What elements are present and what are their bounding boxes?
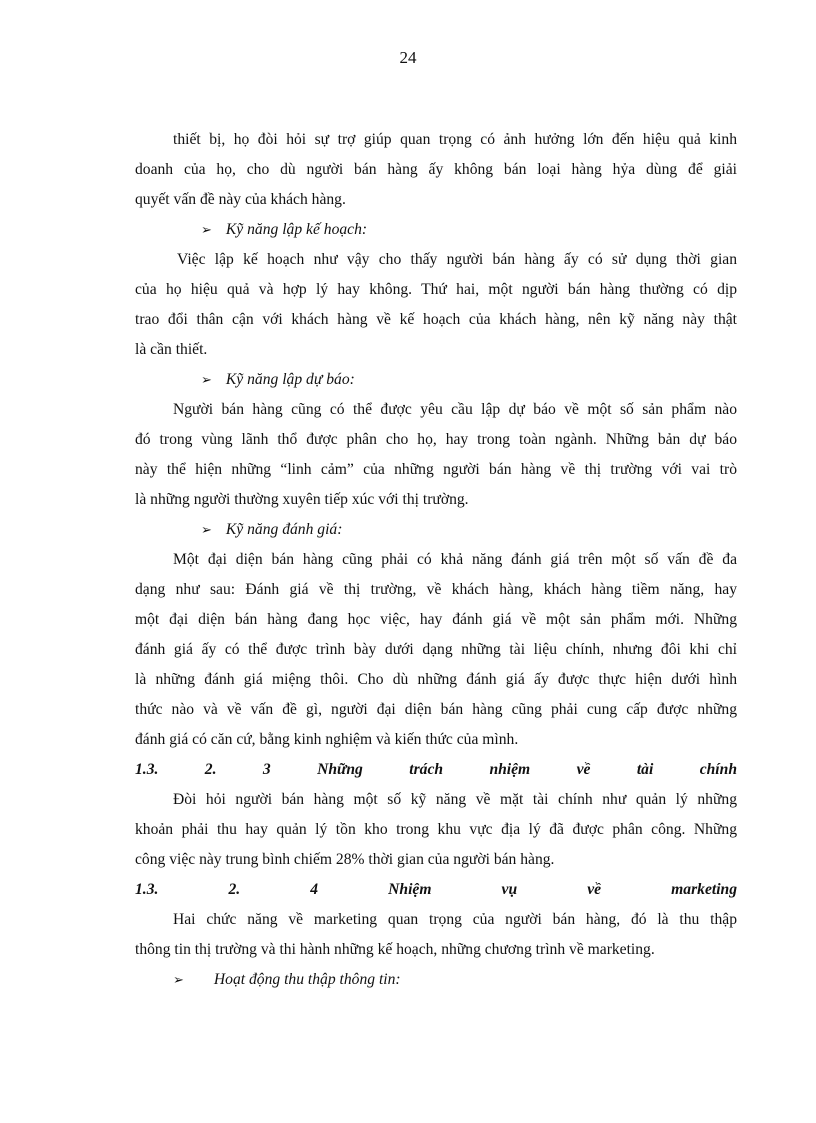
bullet-heading bbox=[135, 215, 737, 245]
paragraph-line: thức nào và về vấn đề gì, người đại diện bán hàng cũng phải cung cấp được những bbox=[135, 701, 737, 718]
paragraph-line: quyết vấn đề này của khách hàng. bbox=[135, 191, 346, 208]
paragraph-line: Hai chức năng về marketing quan trọng của người bán hàng, đó là thu thập bbox=[173, 911, 737, 928]
paragraph-line: là cần thiết. bbox=[135, 341, 208, 358]
paragraph-line: khoản phải thu hay quản lý tồn kho trong khu vực địa lý đã được phân công. Những bbox=[135, 821, 737, 838]
section-heading-1-3-2-3: 1.3. 2. 3 Những trách nhiệm về tài chính bbox=[135, 761, 737, 778]
paragraph-line: này thể hiện những “linh cảm” của những người bán hàng về thị trường với vai trò bbox=[135, 461, 737, 478]
paragraph-line: dạng như sau: Đánh giá về thị trường, về khách hàng, khách hàng tiềm năng, hay bbox=[135, 581, 737, 598]
bullet-heading-label: Kỹ năng đánh giá: bbox=[225, 521, 343, 538]
paragraph-line: một đại diện bán hàng đang học việc, hay đánh giá về một sản phẩm mới. Những bbox=[135, 611, 737, 628]
paragraph-line: thông tin thị trường và thi hành những kế hoạch, những chương trình về marketing. bbox=[135, 941, 655, 958]
paragraph-line: là những người thường xuyên tiếp xúc với thị trường. bbox=[135, 491, 469, 508]
paragraph-line: Việc lập kế hoạch như vậy cho thấy người bán hàng ấy có sử dụng thời gian bbox=[177, 251, 737, 268]
paragraph-line: đánh giá có căn cứ, bằng kinh nghiệm và kiến thức của mình. bbox=[135, 731, 519, 748]
bullet-heading-label: Kỹ năng lập kế hoạch: bbox=[225, 221, 368, 238]
bullet-heading-label: Kỹ năng lập dự báo: bbox=[225, 371, 355, 388]
bullet-heading bbox=[135, 515, 737, 545]
paragraph-line: Người bán hàng cũng có thể được yêu cầu lập dự báo về một số sản phẩm nào bbox=[173, 401, 737, 418]
paragraph-line: doanh của họ, cho dù người bán hàng ấy không bán loại hàng hỷa dùng để giải bbox=[135, 161, 737, 178]
paragraph-line: trao đổi thân cận với khách hàng về kế hoạch của khách hàng, nên kỹ năng này thật bbox=[135, 311, 737, 328]
paragraph-line: Một đại diện bán hàng cũng phải có khả năng đánh giá trên một số vấn đề đa bbox=[173, 551, 737, 568]
paragraph-line: công việc này trung bình chiếm 28% thời gian của người bán hàng. bbox=[135, 851, 555, 868]
page-number: 24 bbox=[399, 48, 417, 67]
document-body bbox=[135, 125, 737, 995]
arrow-bullet-icon: ➢ bbox=[201, 222, 212, 237]
paragraph-line: của họ hiệu quả và hợp lý hay không. Thứ hai, một người bán hàng thường có dịp bbox=[135, 281, 737, 298]
paragraph-line: đánh giá ấy có thể được trình bày dưới dạng những tài liệu chính, nhưng đôi khi chỉ bbox=[135, 641, 737, 658]
bullet-heading bbox=[135, 365, 737, 395]
bullet-heading bbox=[135, 965, 737, 995]
arrow-bullet-icon: ➢ bbox=[173, 972, 184, 987]
paragraph-line: là những đánh giá miệng thôi. Cho dù những đánh giá ấy được thực hiện dưới hình bbox=[135, 671, 737, 688]
paragraph-line: Đòi hỏi người bán hàng một số kỹ năng về mặt tài chính như quản lý những bbox=[173, 791, 737, 808]
arrow-bullet-icon: ➢ bbox=[201, 522, 212, 537]
paragraph-line: thiết bị, họ đòi hỏi sự trợ giúp quan trọng có ảnh hưởng lớn đến hiệu quả kinh bbox=[173, 131, 737, 148]
bullet-heading-label: Hoạt động thu thập thông tin: bbox=[213, 971, 401, 988]
arrow-bullet-icon: ➢ bbox=[201, 372, 212, 387]
paragraph-line: đó trong vùng lãnh thổ được phân cho họ, hay trong toàn ngành. Những bản dự báo bbox=[135, 431, 737, 448]
section-heading-1-3-2-4: 1.3. 2. 4 Nhiệm vụ về marketing bbox=[135, 881, 737, 898]
